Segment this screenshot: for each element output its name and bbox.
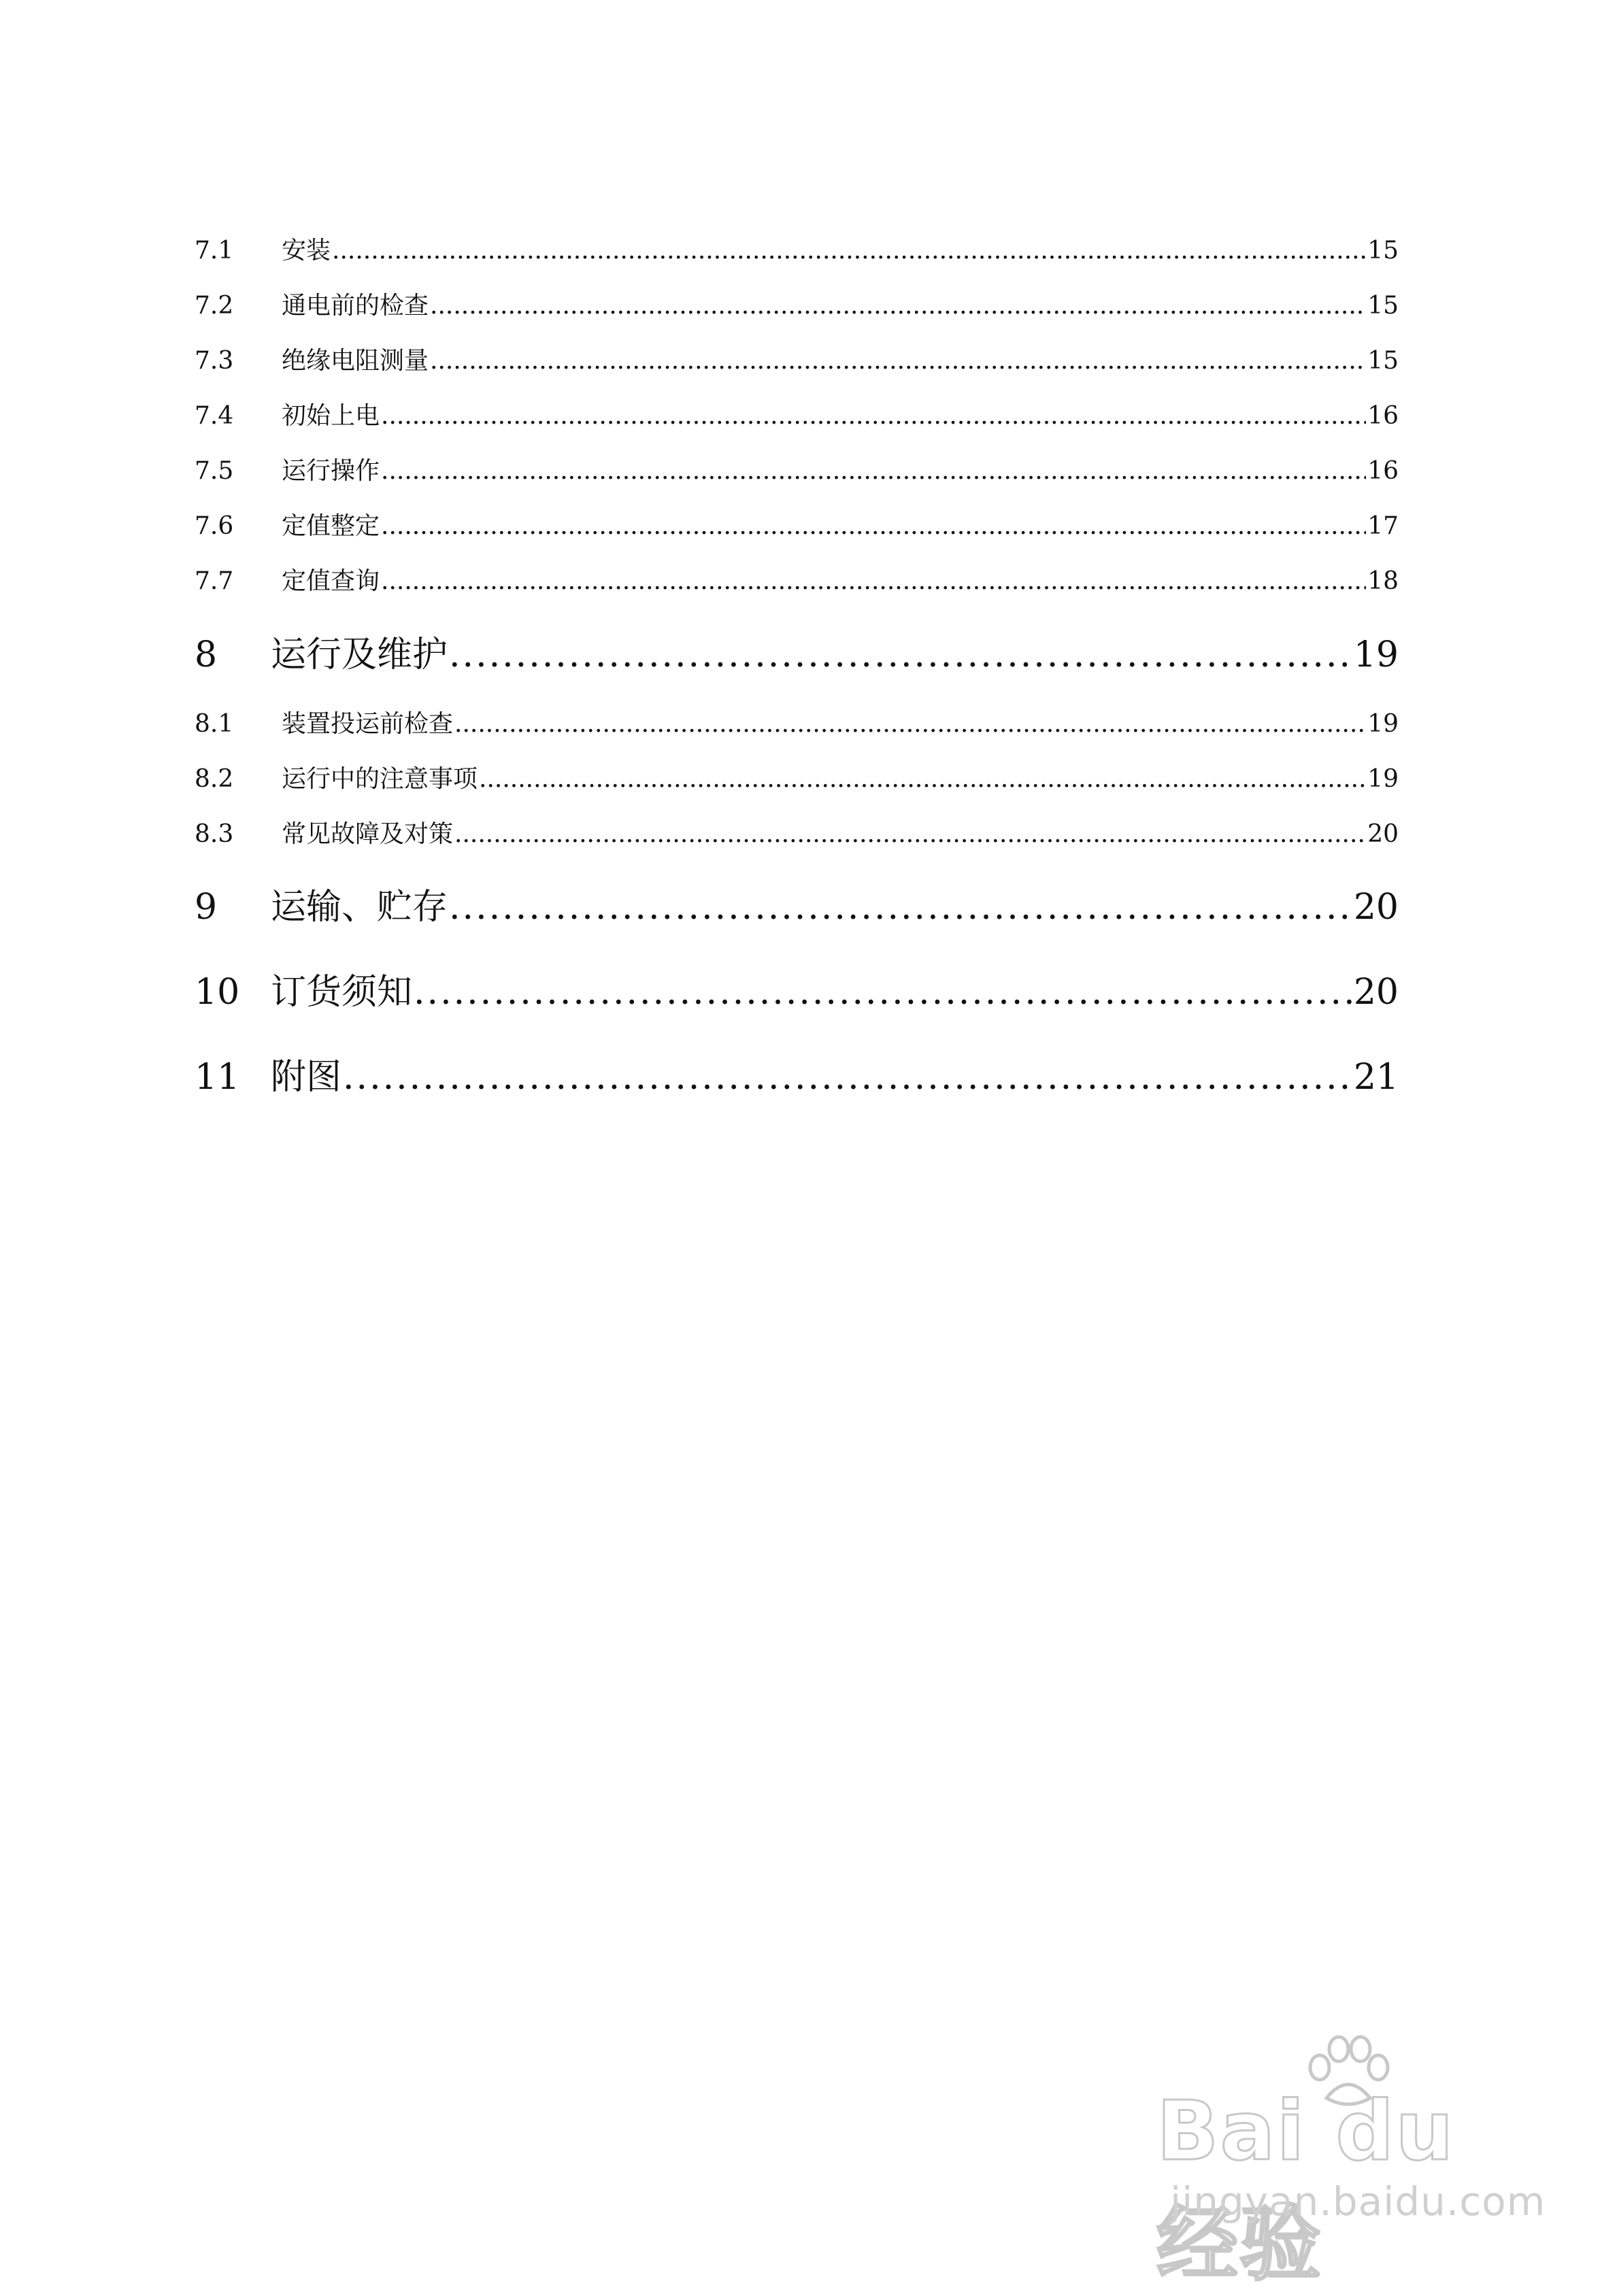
toc-number: 8.2 — [195, 765, 234, 793]
toc-title: 订货须知 — [271, 972, 413, 1013]
toc-entry-chapter[interactable] — [195, 878, 1399, 929]
toc-page-number: 18 — [1367, 567, 1399, 595]
toc-page-number: 15 — [1367, 347, 1399, 375]
toc-leader — [414, 972, 1352, 1013]
watermark-url: jingyan.baidu.com — [1170, 2178, 1546, 2225]
toc-title: 定值整定 — [282, 512, 380, 540]
toc-leader — [381, 512, 1366, 540]
toc-page-number: 16 — [1367, 457, 1399, 485]
watermark-logo-text: Bai du 经验 — [1156, 2084, 1455, 2292]
toc-number: 7.7 — [195, 567, 234, 595]
toc-title: 装置投运前检查 — [282, 710, 454, 738]
toc-entry[interactable] — [195, 286, 1399, 321]
toc-leader — [381, 402, 1366, 430]
toc-entry[interactable] — [195, 396, 1399, 431]
toc-title: 通电前的检查 — [282, 292, 429, 320]
toc-page-number: 15 — [1367, 237, 1399, 265]
toc-entry[interactable] — [195, 760, 1399, 794]
toc-entry[interactable] — [195, 705, 1399, 739]
toc-title: 运行及维护 — [271, 635, 448, 675]
toc-title: 初始上电 — [282, 402, 380, 430]
toc-entry[interactable] — [195, 562, 1399, 596]
toc-number: 7.6 — [195, 512, 234, 540]
toc-entry[interactable] — [195, 815, 1399, 849]
toc-title: 附图 — [271, 1057, 342, 1098]
toc-page-number: 16 — [1367, 402, 1399, 430]
toc-leader — [332, 237, 1366, 265]
toc-number: 8.1 — [195, 710, 234, 738]
toc-number: 9 — [195, 887, 218, 928]
toc-number: 7.4 — [195, 402, 234, 430]
toc-page-number: 19 — [1367, 710, 1399, 738]
toc-leader — [454, 710, 1366, 738]
toc-entry-chapter[interactable] — [195, 963, 1399, 1014]
toc-entry-chapter[interactable] — [195, 626, 1399, 677]
toc-leader — [430, 347, 1366, 375]
toc-entry[interactable] — [195, 341, 1399, 376]
toc-number: 11 — [195, 1057, 240, 1098]
toc-leader — [381, 567, 1366, 595]
toc-page-number: 19 — [1353, 635, 1399, 675]
toc-title: 定值查询 — [282, 567, 380, 595]
toc-leader — [454, 820, 1366, 848]
toc-title: 常见故障及对策 — [282, 820, 454, 848]
toc-number: 7.5 — [195, 457, 234, 485]
toc-page-number: 15 — [1367, 292, 1399, 320]
toc-title: 安装 — [282, 237, 331, 265]
toc-page-number: 20 — [1353, 887, 1399, 928]
toc-title: 运行操作 — [282, 457, 380, 485]
toc-entry-chapter[interactable] — [195, 1048, 1399, 1099]
toc-leader — [343, 1057, 1352, 1098]
toc-leader — [449, 887, 1352, 928]
toc-number: 7.3 — [195, 347, 234, 375]
toc-leader — [479, 765, 1366, 793]
toc-title: 运行中的注意事项 — [282, 765, 478, 793]
toc-page-number: 21 — [1353, 1057, 1399, 1098]
toc-entry[interactable] — [195, 452, 1399, 486]
toc-page-number: 19 — [1367, 765, 1399, 793]
toc-entry[interactable] — [195, 231, 1399, 266]
toc-number: 7.1 — [195, 237, 234, 265]
toc-leader — [381, 457, 1366, 485]
toc-number: 8 — [195, 635, 218, 675]
toc-number: 10 — [195, 972, 240, 1013]
toc-page-number: 17 — [1367, 512, 1399, 540]
toc-page-number: 20 — [1367, 820, 1399, 848]
toc-entry[interactable] — [195, 507, 1399, 541]
baidu-jingyan-watermark — [1156, 2030, 1546, 2292]
toc-leader — [430, 292, 1366, 320]
toc-leader — [449, 635, 1352, 675]
toc-title: 运输、贮存 — [271, 887, 448, 928]
toc-page-number: 20 — [1353, 972, 1399, 1013]
toc-number: 7.2 — [195, 292, 234, 320]
toc-title: 绝缘电阻测量 — [282, 347, 429, 375]
toc-number: 8.3 — [195, 820, 234, 848]
